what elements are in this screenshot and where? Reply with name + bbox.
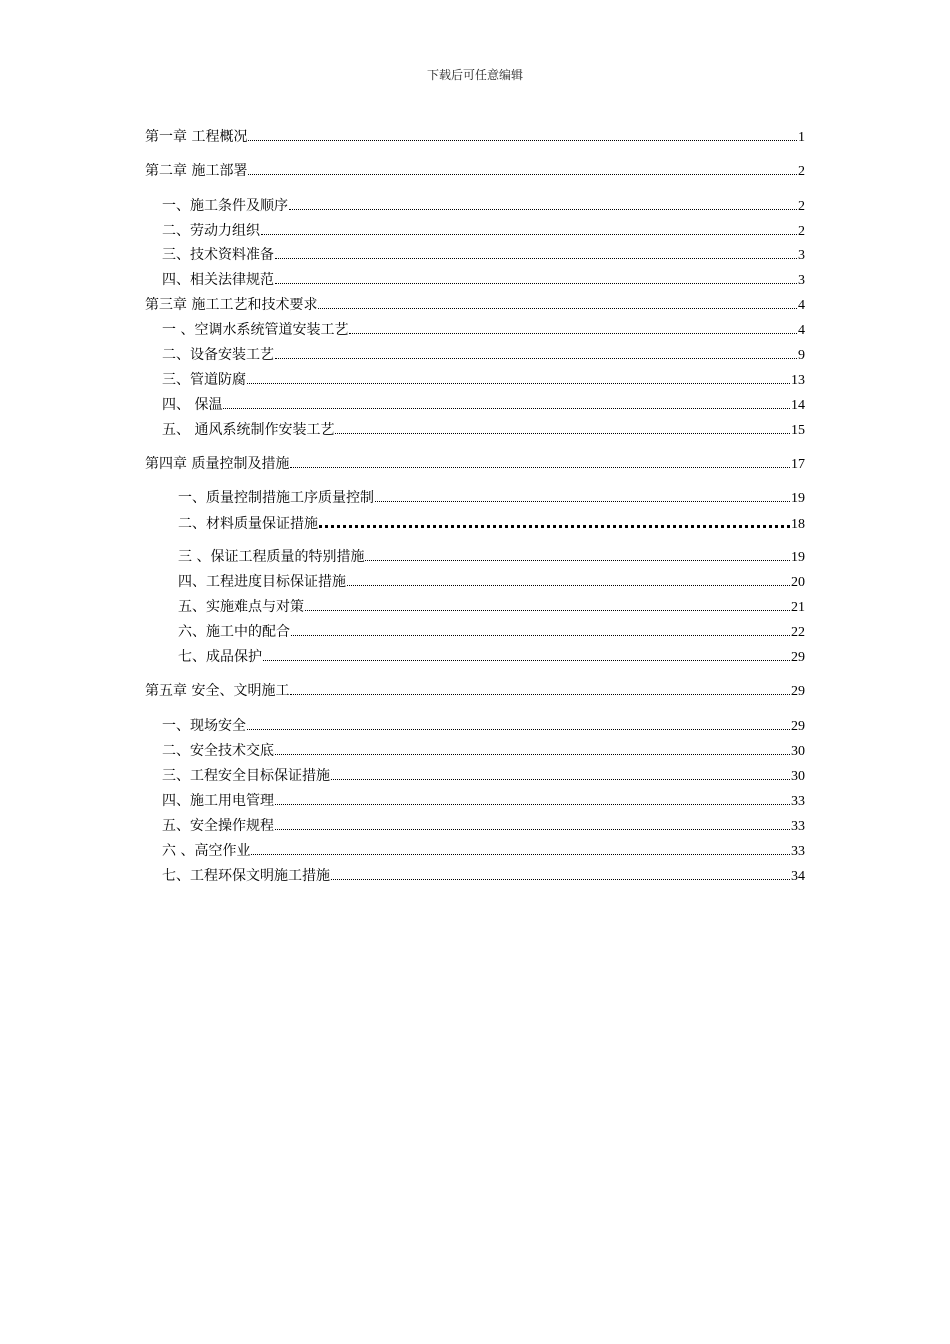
toc-leader — [275, 754, 790, 755]
toc-leader — [319, 525, 790, 528]
toc-title: 七、成品保护 — [178, 649, 262, 665]
toc-page-number: 4 — [798, 298, 805, 313]
toc-title: 第五章 安全、文明施工 — [145, 683, 290, 699]
toc-leader — [263, 660, 790, 661]
toc-leader — [275, 258, 797, 259]
toc-section-4-1[interactable] — [178, 489, 805, 508]
toc-title: 二、劳动力组织 — [162, 223, 260, 239]
toc-section-3-2[interactable] — [162, 346, 805, 365]
toc-leader — [248, 140, 797, 141]
toc-title: 五、安全操作规程 — [162, 818, 274, 834]
toc-title: 四、工程进度目标保证措施 — [178, 574, 346, 590]
toc-leader — [347, 585, 790, 586]
toc-page-number: 17 — [791, 457, 805, 472]
toc-page-number: 30 — [791, 744, 805, 759]
toc-leader — [251, 854, 790, 855]
toc-leader — [375, 501, 790, 502]
toc-section-2-2[interactable] — [162, 222, 805, 241]
toc-title: 三、工程安全目标保证措施 — [162, 768, 330, 784]
toc-page-number: 2 — [798, 224, 805, 239]
toc-title: 一 、空调水系统管道安装工艺 — [162, 322, 349, 338]
toc-section-3-1[interactable] — [162, 321, 805, 340]
toc-section-4-4[interactable] — [178, 573, 805, 592]
toc-page-number: 30 — [791, 769, 805, 784]
toc-section-4-5[interactable] — [178, 598, 805, 617]
toc-leader — [261, 234, 797, 235]
toc-page-number: 3 — [798, 273, 805, 288]
toc-leader — [247, 729, 790, 730]
toc-title: 七、工程环保文明施工措施 — [162, 868, 330, 884]
toc-section-3-3[interactable] — [162, 371, 805, 390]
toc-page-number: 4 — [798, 323, 805, 338]
toc-title: 第三章 施工工艺和技术要求 — [145, 297, 318, 313]
toc-page-number: 29 — [791, 650, 805, 665]
toc-page-number: 13 — [791, 373, 805, 388]
toc-leader — [331, 879, 790, 880]
toc-section-3-4[interactable] — [162, 396, 805, 415]
toc-title: 二、安全技术交底 — [162, 743, 274, 759]
toc-title: 五、 通风系统制作安装工艺 — [162, 422, 335, 438]
toc-page-number: 15 — [791, 423, 805, 438]
toc-page-number: 33 — [791, 794, 805, 809]
toc-leader — [318, 308, 797, 309]
toc-section-5-6[interactable] — [162, 842, 805, 861]
toc-chapter-1[interactable] — [145, 128, 805, 147]
toc-leader — [290, 694, 790, 695]
toc-leader — [335, 433, 790, 434]
toc-leader — [349, 333, 797, 334]
toc-title: 一、施工条件及顺序 — [162, 198, 288, 214]
toc-title: 五、实施难点与对策 — [178, 599, 304, 615]
toc-section-5-3[interactable] — [162, 767, 805, 786]
toc-title: 一、现场安全 — [162, 718, 246, 734]
toc-section-5-4[interactable] — [162, 792, 805, 811]
toc-page-number: 22 — [791, 625, 805, 640]
toc-title: 二、材料质量保证措施 — [178, 516, 318, 532]
toc-page-number: 1 — [798, 130, 805, 145]
toc-title: 第四章 质量控制及措施 — [145, 456, 290, 472]
toc-leader — [275, 804, 790, 805]
toc-page-number: 14 — [791, 398, 805, 413]
toc-section-5-1[interactable] — [162, 717, 805, 736]
header-note: 下载后可任意编辑 — [426, 68, 523, 82]
toc-section-4-7[interactable] — [178, 648, 805, 667]
toc-title: 六、施工中的配合 — [178, 624, 290, 640]
toc-section-2-4[interactable] — [162, 271, 805, 290]
toc-leader — [290, 467, 790, 468]
toc-leader — [275, 283, 797, 284]
toc-page-number: 20 — [791, 575, 805, 590]
toc-title: 四、施工用电管理 — [162, 793, 274, 809]
toc-leader — [289, 209, 797, 210]
toc-leader — [305, 610, 790, 611]
toc-section-2-1[interactable] — [162, 197, 805, 216]
toc-section-4-2[interactable] — [178, 515, 805, 534]
toc-title: 四、相关法律规范 — [162, 272, 274, 288]
toc-page-number: 29 — [791, 684, 805, 699]
toc-page-number: 19 — [791, 491, 805, 506]
toc-page-number: 29 — [791, 719, 805, 734]
toc-section-5-7[interactable] — [162, 867, 805, 886]
toc-leader — [275, 358, 797, 359]
toc-chapter-3[interactable] — [145, 296, 805, 315]
toc-page-number: 2 — [798, 199, 805, 214]
toc-page-number: 19 — [791, 550, 805, 565]
toc-title: 三、技术资料准备 — [162, 247, 274, 263]
toc-section-5-5[interactable] — [162, 817, 805, 836]
toc-page-number: 18 — [791, 517, 805, 532]
toc-leader — [248, 174, 797, 175]
toc-section-4-3[interactable] — [178, 548, 805, 567]
toc-leader — [223, 408, 790, 409]
toc-title: 一、质量控制措施工序质量控制 — [178, 490, 374, 506]
toc-title: 三 、保证工程质量的特别措施 — [178, 549, 365, 565]
toc-leader — [247, 383, 790, 384]
toc-page-number: 33 — [791, 844, 805, 859]
toc-section-3-5[interactable] — [162, 421, 805, 440]
toc-chapter-2[interactable] — [145, 162, 805, 181]
toc-page-number: 34 — [791, 869, 805, 884]
toc-leader — [291, 635, 790, 636]
toc-page-number: 3 — [798, 248, 805, 263]
toc-page-number: 9 — [798, 348, 805, 363]
toc-page-number: 33 — [791, 819, 805, 834]
toc-chapter-4[interactable] — [145, 455, 805, 474]
toc-section-4-6[interactable] — [178, 623, 805, 642]
toc-title: 六 、高空作业 — [162, 843, 251, 859]
toc-title: 第一章 工程概况 — [145, 129, 248, 145]
toc-leader — [275, 829, 790, 830]
toc-leader — [365, 560, 790, 561]
toc-page-number: 2 — [798, 164, 805, 179]
toc-page-number: 21 — [791, 600, 805, 615]
toc-chapter-5[interactable] — [145, 682, 805, 701]
toc-leader — [331, 779, 790, 780]
toc-title: 三、管道防腐 — [162, 372, 246, 388]
toc-title: 四、 保温 — [162, 397, 223, 413]
toc-title: 第二章 施工部署 — [145, 163, 248, 179]
toc-title: 二、设备安装工艺 — [162, 347, 274, 363]
toc-section-5-2[interactable] — [162, 742, 805, 761]
toc-section-2-3[interactable] — [162, 246, 805, 265]
